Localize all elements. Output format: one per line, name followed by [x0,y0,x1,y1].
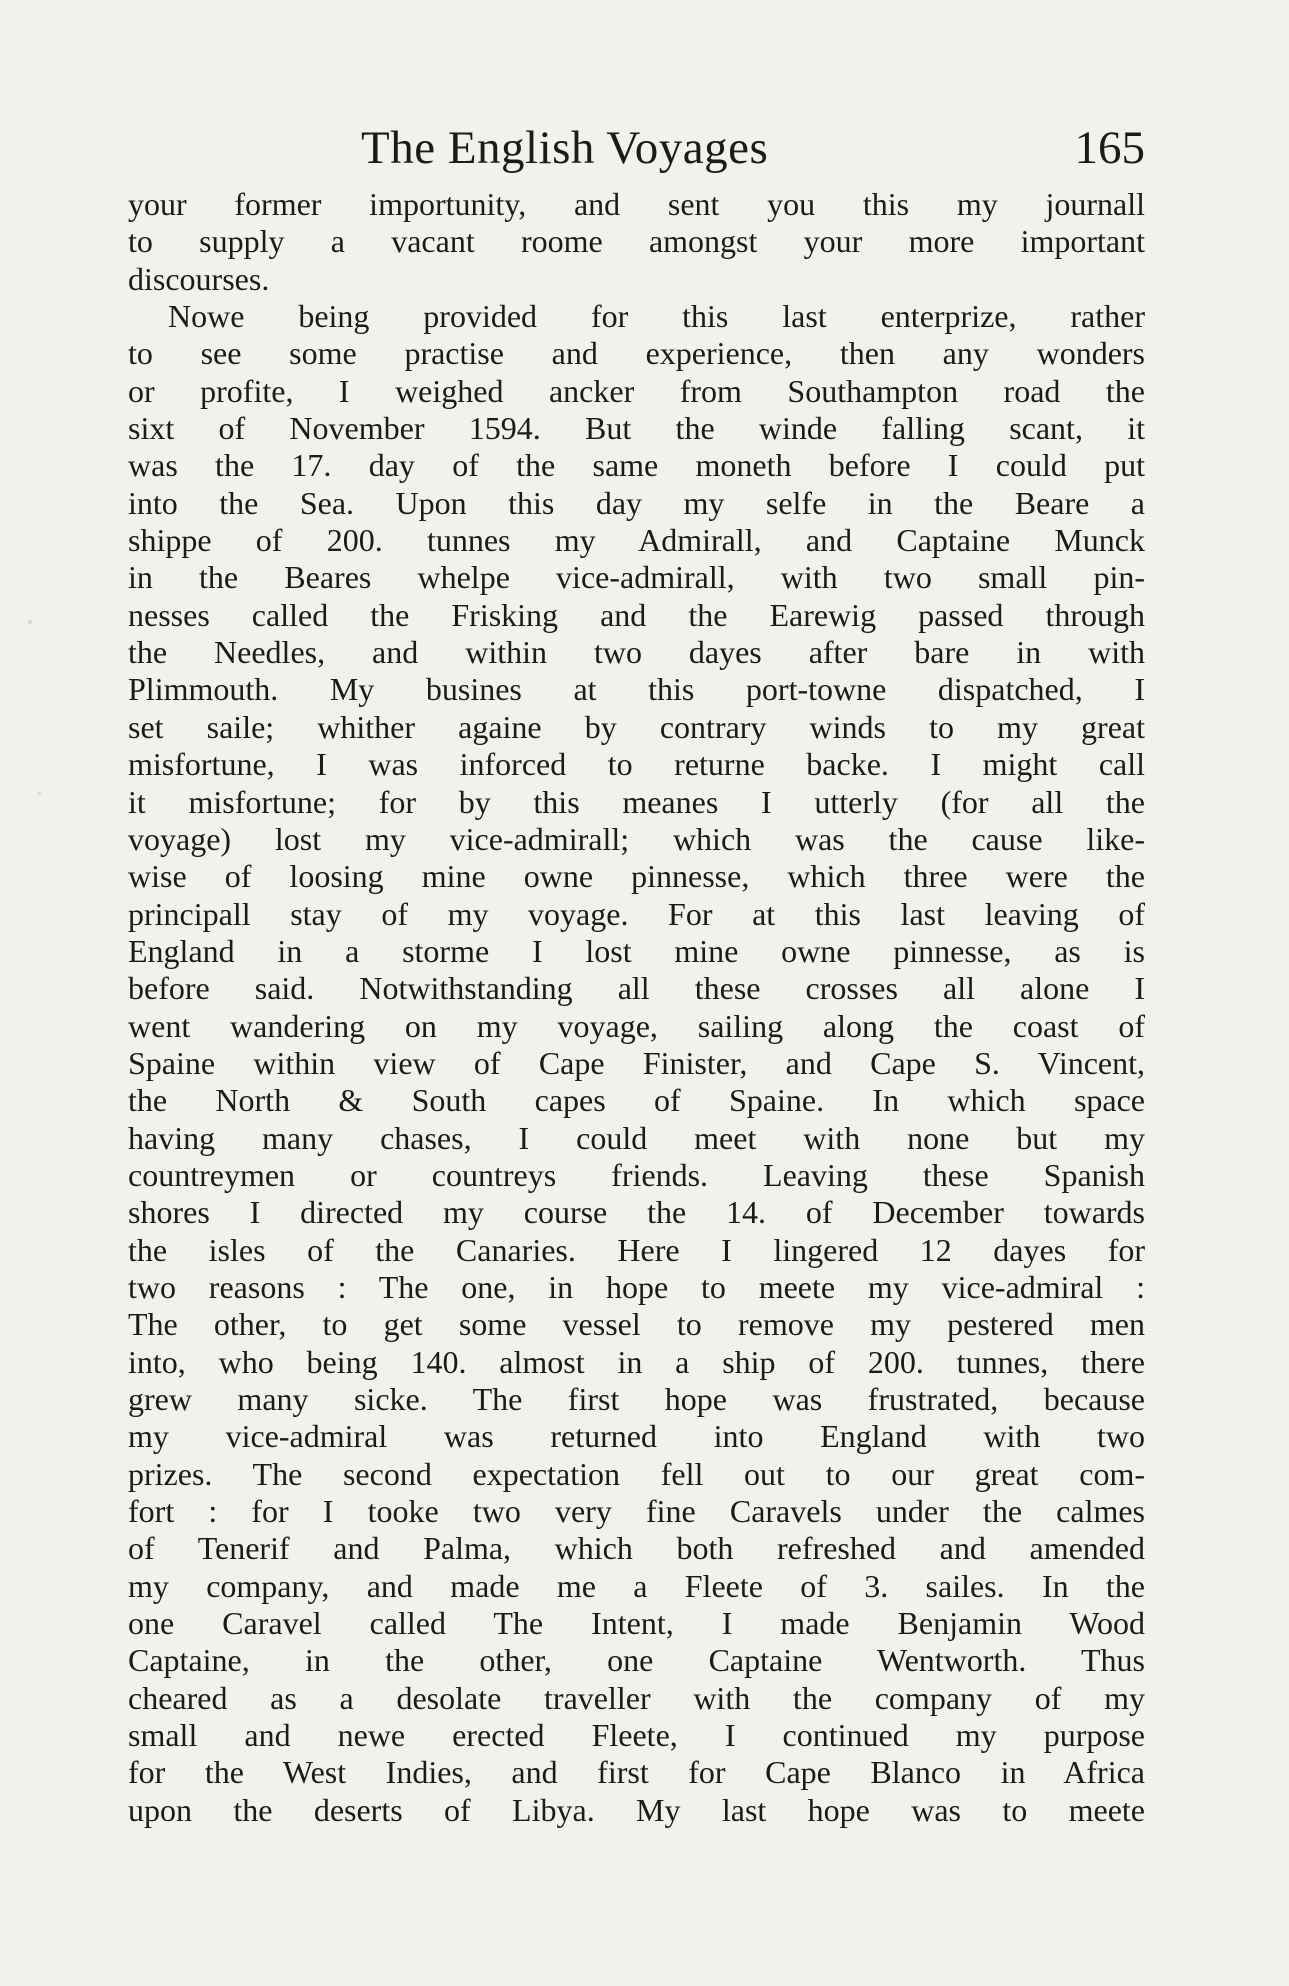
text-line: countreymen or countreys friends. Leaving these Spanish [128,1156,1145,1193]
text-line: shippe of 200. tunnes my Admirall, and Captaine Munck [128,522,1145,559]
text-line: having many chases, I could meet with none but my [128,1119,1145,1156]
text-line: my vice-admiral was returned into England with two [128,1418,1145,1455]
text-line: the isles of the Canaries. Here I lingered 12 dayes for [128,1231,1145,1268]
text-line: was the 17. day of the same moneth before I could put [128,447,1145,484]
paper-speck [38,792,41,795]
text-line: shores I directed my course the 14. of December towards [128,1194,1145,1231]
text-line: Captaine, in the other, one Captaine Wentworth. Thus [128,1642,1145,1679]
text-line: your former importunity, and sent you this my journall [128,186,1145,222]
text-line: England in a storme I lost mine owne pinnesse, as is [128,932,1145,969]
text-line: the North & South capes of Spaine. In which space [128,1082,1145,1119]
text-line: Nowe being provided for this last enterprize, rather [168,298,1145,335]
text-line: into, who being 140. almost in a ship of 200. tunnes, there [128,1343,1145,1380]
text-line: fort : for I tooke two very fine Caravels under the calmes [128,1493,1145,1530]
text-line: principall stay of my voyage. For at this last leaving of [128,895,1145,932]
text-line: two reasons : The one, in hope to meete my vice-admiral : [128,1268,1145,1305]
text-line: before said. Notwithstanding all these crosses all alone I [128,970,1145,1007]
text-line: nesses called the Frisking and the Earewig passed through [128,596,1145,633]
text-line: went wandering on my voyage, sailing along the coast of [128,1007,1145,1044]
text-line: in the Beares whelpe vice-admirall, with two small pin- [128,559,1145,596]
text-line: one Caravel called The Intent, I made Benjamin Wood [128,1605,1145,1642]
text-line: discourses. [128,260,270,297]
text-line: my company, and made me a Fleete of 3. sailes. In the [128,1567,1145,1604]
text-line: grew many sicke. The first hope was frustrated, because [128,1381,1145,1417]
running-title: The English Voyages [361,122,769,174]
body-text [128,186,1145,1829]
text-line: of Tenerif and Palma, which both refreshed and amended [128,1530,1145,1567]
text-line: prizes. The second expectation fell out to our great com- [128,1455,1145,1492]
text-line: to supply a vacant roome amongst your more important [128,223,1145,260]
text-line: wise of loosing mine owne pinnesse, which three were the [128,858,1145,895]
text-line: to see some practise and experience, then any wonders [128,335,1145,372]
text-line: cheared as a desolate traveller with the company of my [128,1679,1145,1716]
text-line: misfortune, I was inforced to returne backe. I might call [128,746,1145,783]
page-number: 165 [1074,122,1145,174]
text-line: the Needles, and within two dayes after bare in with [128,634,1145,671]
text-line: it misfortune; for by this meanes I utterly (for all the [128,783,1145,820]
text-line: or profite, I weighed ancker from Southampton road the [128,372,1145,409]
text-line: for the West Indies, and first for Cape Blanco in Africa [128,1754,1145,1791]
text-line: into the Sea. Upon this day my selfe in the Beare a [128,484,1145,521]
running-head [128,118,1145,178]
text-line: Plimmouth. My busines at this port-towne dispatched, I [128,671,1145,708]
paper-speck [28,620,32,624]
text-line: The other, to get some vessel to remove my pestered men [128,1306,1145,1343]
text-line: voyage) lost my vice-admirall; which was the cause like- [128,820,1145,857]
text-line: sixt of November 1594. But the winde falling scant, it [128,410,1145,447]
text-line: upon the deserts of Libya. My last hope was to meete [128,1791,1145,1828]
text-line: set saile; whither againe by contrary winds to my great [128,708,1145,745]
text-line: Spaine within view of Cape Finister, and Cape S. Vincent, [128,1044,1145,1081]
text-line: small and newe erected Fleete, I continued my purpose [128,1717,1145,1754]
